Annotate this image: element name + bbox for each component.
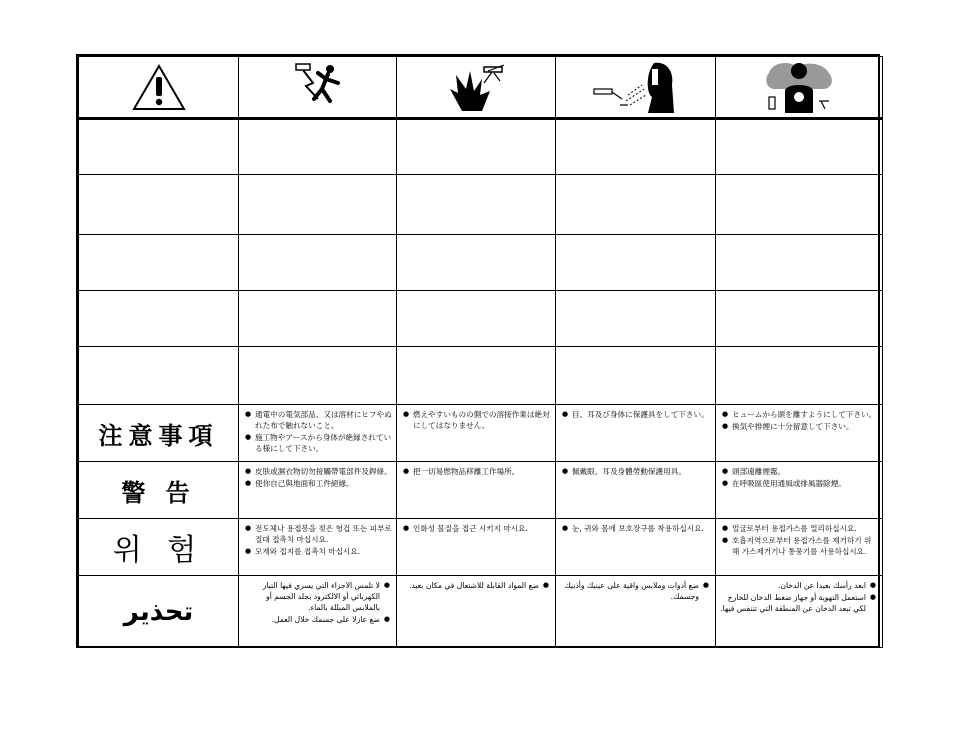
korean-row bbox=[79, 519, 883, 576]
header-cell-fumes bbox=[716, 57, 883, 119]
korean-fume-cell: ● 얼굴로부터 용접가스를 멀리하십시요. ● 호흡지역으로부터 용접가스를 제거하기 위해 가스제거기나 통풍기를 사용하십시요. bbox=[716, 519, 883, 576]
japanese-eye-cell: ● 目、耳及び身体に保護具をして下さい。 bbox=[556, 405, 716, 462]
icon-header-row bbox=[79, 57, 883, 119]
korean-eye-cell: ● 눈, 귀와 몸에 보호장구를 착용하십시요. bbox=[556, 519, 716, 576]
chinese-eye-cell: ● 佩戴眼、耳及身體勞動保護用具。 bbox=[556, 462, 716, 519]
arabic-eye-cell: ● ضع أدوات وملابس واقية على عينيك وأذنيك وجسمك. bbox=[556, 576, 716, 648]
header-cell-fire bbox=[397, 57, 556, 119]
header-cell-warning bbox=[79, 57, 239, 119]
arabic-fire-cell: ● ضع المواد القابلة للاشتعال في مكان بعيد. bbox=[397, 576, 556, 648]
blank-row-3 bbox=[79, 235, 883, 291]
safety-warning-table bbox=[76, 54, 880, 648]
arabic-fume-cell: ● ابعد رأسك بعيدا عن الدخان. ● استعمل التهوية أو جهاز ضغط الدخان للخارج لكي تبعد الدخان عن المنطقة التي تتنفس فيها. bbox=[716, 576, 883, 648]
arabic-label: تحذير bbox=[79, 576, 239, 648]
chinese-label: 警 告 bbox=[79, 462, 239, 519]
electric-shock-icon bbox=[288, 61, 348, 113]
blank-row-2 bbox=[79, 175, 883, 235]
korean-fire-cell: ● 인화성 물질을 접근 시키지 마시요. bbox=[397, 519, 556, 576]
japanese-shock-cell: ● 通電中の電気部品、又は溶材にヒフやぬれた布で触れないこと。 ● 施工物やアースから身体が絶縁されている様にして下さい。 bbox=[239, 405, 397, 462]
arabic-shock-cell: ● لا تلمس الاجزاء التي يسري فيها التيار الكهربائي أو الالكترود بجلد الجسم أو بالملابس المبللة بالماء. ● ضع عازلا على جسمك خلال العمل. bbox=[239, 576, 397, 648]
warning-grid bbox=[78, 56, 883, 648]
fume-breathing-icon bbox=[759, 59, 839, 115]
korean-label: 위 험 bbox=[79, 519, 239, 576]
explosion-fire-icon bbox=[444, 61, 508, 113]
header-cell-shock bbox=[239, 57, 397, 119]
blank-row-5 bbox=[79, 347, 883, 405]
chinese-shock-cell: ● 皮肤或濕衣物切勿接觸帶電部件及銲條。 ● 使你自己與地面和工件絕緣。 bbox=[239, 462, 397, 519]
chinese-fume-cell: ● 頭部遠離煙霧。 ● 在呼吸區使用通風或排風器除煙。 bbox=[716, 462, 883, 519]
blank-row-1 bbox=[79, 119, 883, 175]
arabic-row bbox=[79, 576, 883, 648]
japanese-label: 注意事項 bbox=[79, 405, 239, 462]
japanese-row bbox=[79, 405, 883, 462]
chinese-fire-cell: ● 把一切易燃物品移離工作場所。 bbox=[397, 462, 556, 519]
blank-row-4 bbox=[79, 291, 883, 347]
warning-triangle-icon bbox=[132, 63, 186, 111]
japanese-fume-cell: ● ヒュームから頭を離すようにして下さい。 ● 換気や排煙に十分留意して下さい。 bbox=[716, 405, 883, 462]
header-cell-eye-protection bbox=[556, 57, 716, 119]
japanese-fire-cell: ● 燃えやすいものの側での溶接作業は絶対にしてはなりません。 bbox=[397, 405, 556, 462]
korean-shock-cell: ● 전도체나 용접봉을 젖은 헝겁 또는 피부로 절대 접촉치 마십시요. ● 모재와 접지를 접촉치 마십시요. bbox=[239, 519, 397, 576]
chinese-row bbox=[79, 462, 883, 519]
welding-helmet-icon bbox=[590, 59, 682, 115]
